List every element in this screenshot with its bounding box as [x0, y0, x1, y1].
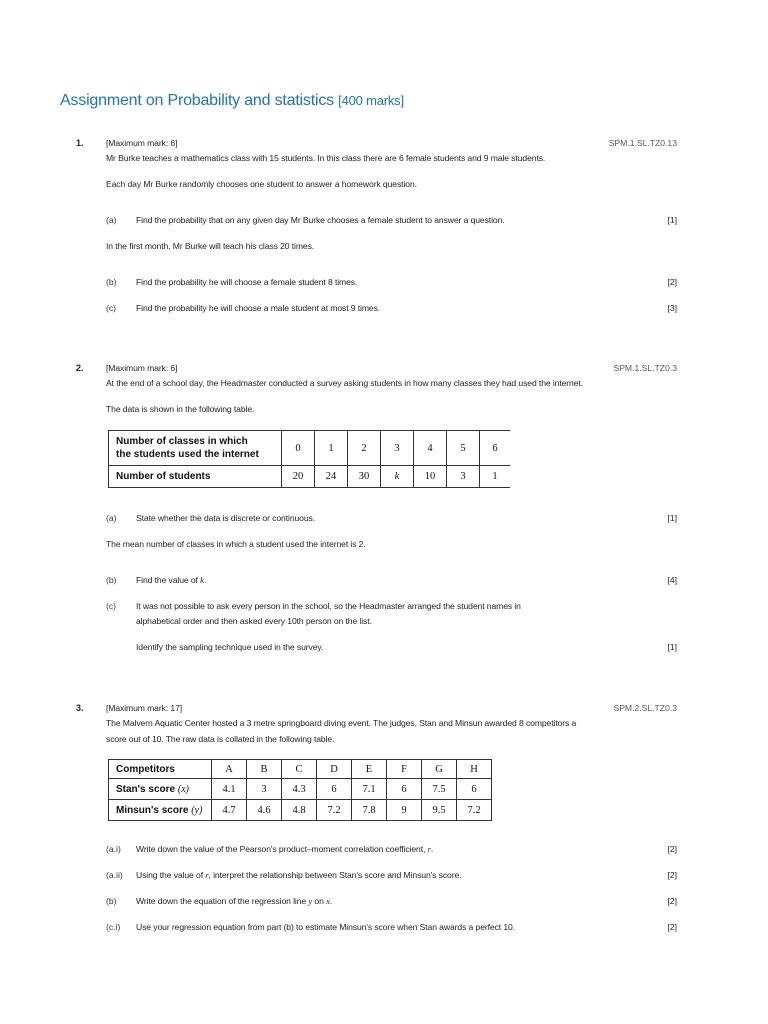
q3-ai-text-wrap	[136, 844, 433, 854]
table-cell: 4.6	[247, 800, 282, 821]
q3-aii-label: (a.ii)	[106, 870, 123, 880]
table-cell: 6	[480, 431, 511, 466]
table-cell: 9.5	[422, 800, 457, 821]
q2-b-label: (b)	[106, 575, 117, 585]
q2-b-text-wrap	[136, 575, 206, 585]
table-cell: 20	[282, 466, 315, 488]
q2-b-end: .	[203, 575, 207, 585]
q3-aii-marks: [2]	[667, 870, 677, 880]
q3-b-text: Write down the equation of the regression line	[136, 896, 307, 906]
q1-mid-text: In the first month, Mr Burke will teach his class 20 times.	[106, 241, 315, 251]
table-cell: 0	[282, 431, 315, 466]
table-cell: F	[387, 760, 422, 779]
q3-ai-label: (a.i)	[106, 844, 121, 854]
q1-c-label: (c)	[106, 303, 117, 313]
diving-scores-table	[108, 759, 492, 821]
table-cell: 3	[447, 466, 480, 488]
table-header-cell	[109, 779, 212, 800]
q2-intro-2: The data is shown in the following table.	[106, 404, 255, 414]
internet-usage-table	[108, 430, 510, 488]
classes-header-line-2: the students used the internet	[116, 449, 259, 460]
q2-a-label: (a)	[106, 513, 117, 523]
table-cell: 3	[247, 779, 282, 800]
table-cell: 6	[387, 779, 422, 800]
q1-c-marks: [3]	[667, 303, 677, 313]
table-cell: 5	[447, 431, 480, 466]
table-cell: H	[457, 760, 492, 779]
q2-c-text-3: Identify the sampling technique used in the survey.	[136, 642, 324, 652]
q3-aii-text-1: Using the value of	[136, 870, 203, 880]
q1-a-label: (a)	[106, 215, 117, 225]
q3-ai-end: .	[430, 844, 434, 854]
q2-reference: SPM.1.SL.TZ0.3	[613, 363, 677, 373]
table-cell: 7.2	[317, 800, 352, 821]
table-cell: B	[247, 760, 282, 779]
minsun-header: Minsun's score	[116, 804, 189, 816]
q3-ai-var: r	[427, 844, 431, 854]
q3-b-var-2: x	[326, 896, 330, 906]
q2-c-text-1: It was not possible to ask every person in the school, so the Headmaster arranged the student names in	[136, 601, 521, 611]
q2-a-text: State whether the data is discrete or continuous.	[136, 513, 316, 523]
q1-a-marks: [1]	[667, 215, 677, 225]
table-cell: 6	[457, 779, 492, 800]
table-cell: E	[352, 760, 387, 779]
q3-intro-1: The Malvern Aquatic Center hosted a 3 metre springboard diving event. The judges, Stan and Minsun awarded 8 competitors a	[106, 718, 577, 728]
table-cell: 6	[317, 779, 352, 800]
table-cell: 2	[348, 431, 381, 466]
q1-b-marks: [2]	[667, 277, 677, 287]
table-cell: 3	[381, 431, 414, 466]
table-cell: D	[317, 760, 352, 779]
q3-ci-text: Use your regression equation from part (b) to estimate Minsun's score when Stan awards a perfect 10.	[136, 922, 516, 932]
stan-header: Stan's score	[116, 783, 176, 795]
q2-intro-1: At the end of a school day, the Headmaster conducted a survey asking students in how many classes they had used the internet.	[106, 378, 583, 388]
table-cell: 30	[348, 466, 381, 488]
q2-b-marks: [4]	[667, 575, 677, 585]
table-cell: 7.8	[352, 800, 387, 821]
classes-header-line-1: Number of classes in which	[116, 436, 248, 447]
q2-a-marks: [1]	[667, 513, 677, 523]
table-cell: 1	[480, 466, 511, 488]
table-header-cell	[109, 800, 212, 821]
q1-number: 1.	[76, 138, 84, 148]
table-cell: 7.1	[352, 779, 387, 800]
q3-ai-marks: [2]	[667, 844, 677, 854]
q1-reference: SPM.1.SL.TZ0.13	[608, 138, 677, 148]
q2-b-text: Find the value of	[136, 575, 198, 585]
table-cell: 9	[387, 800, 422, 821]
table-header-cell: Competitors	[109, 760, 212, 779]
table-row	[109, 760, 492, 779]
q2-number: 2.	[76, 363, 84, 373]
q1-max-mark: [Maximum mark: 6]	[106, 138, 178, 148]
table-cell: 4.7	[212, 800, 247, 821]
table-header-cell: Number of students	[109, 466, 282, 488]
table-row	[109, 800, 492, 821]
q3-b-end: .	[329, 896, 333, 906]
table-row	[109, 466, 511, 488]
q2-c-text-2: alphabetical order and then asked every 10th person on the list.	[136, 616, 372, 626]
table-row	[109, 779, 492, 800]
q2-c-label: (c)	[106, 601, 117, 611]
table-row	[109, 431, 511, 466]
q1-intro-2: Each day Mr Burke randomly chooses one student to answer a homework question.	[106, 179, 417, 189]
q1-c-text: Find the probability he will choose a male student at most 9 times.	[136, 303, 381, 313]
table-cell: 7.2	[457, 800, 492, 821]
q2-max-mark: [Maximum mark: 6]	[106, 363, 178, 373]
q3-b-text-wrap	[136, 896, 332, 906]
q2-b-var: k	[200, 575, 204, 585]
table-cell: G	[422, 760, 457, 779]
q3-ci-label: (c.i)	[106, 922, 121, 932]
q3-max-mark: [Maximum mark: 17]	[106, 703, 183, 713]
table-cell: 4.3	[282, 779, 317, 800]
q1-b-text: Find the probability he will choose a female student 8 times.	[136, 277, 358, 287]
table-cell: 10	[414, 466, 447, 488]
q1-b-label: (b)	[106, 277, 117, 287]
q3-b-mid: on	[314, 896, 324, 906]
table-cell: 4.1	[212, 779, 247, 800]
q1-a-text: Find the probability that on any given day Mr Burke chooses a female student to answer a question.	[136, 215, 505, 225]
q3-aii-text-2: , interpret the relationship between Stan's score and Minsun's score.	[208, 870, 462, 880]
q3-b-label: (b)	[106, 896, 117, 906]
q3-b-var-1: y	[308, 896, 313, 906]
stan-header-var: (x)	[177, 783, 189, 795]
title-text: Assignment on Probability and statistics	[60, 92, 334, 109]
table-cell: 4.8	[282, 800, 317, 821]
title-marks: [400 marks]	[338, 93, 404, 108]
page-title	[60, 92, 404, 110]
q3-ci-marks: [2]	[667, 922, 677, 932]
q3-intro-2: score out of 10. The raw data is collated in the following table.	[106, 734, 335, 744]
q2-c-marks: [1]	[667, 642, 677, 652]
table-header-cell	[109, 431, 282, 466]
table-cell: C	[282, 760, 317, 779]
table-cell: k	[381, 466, 414, 488]
table-cell: 1	[315, 431, 348, 466]
q2-mid-text: The mean number of classes in which a student used the internet is 2.	[106, 539, 366, 549]
q3-aii-var: r	[205, 870, 209, 880]
q3-aii-text-wrap	[136, 870, 461, 880]
table-cell: 24	[315, 466, 348, 488]
minsun-header-var: (y)	[191, 804, 203, 816]
table-cell: 7.5	[422, 779, 457, 800]
q3-b-marks: [2]	[667, 896, 677, 906]
q3-number: 3.	[76, 703, 84, 713]
table-cell: A	[212, 760, 247, 779]
q3-ai-text: Write down the value of the Pearson's product–moment correlation coefficient,	[136, 844, 426, 854]
table-cell: 4	[414, 431, 447, 466]
q3-reference: SPM.2.SL.TZ0.3	[613, 703, 677, 713]
q1-intro-1: Mr Burke teaches a mathematics class with 15 students. In this class there are 6 female students and 9 male students.	[106, 153, 546, 163]
